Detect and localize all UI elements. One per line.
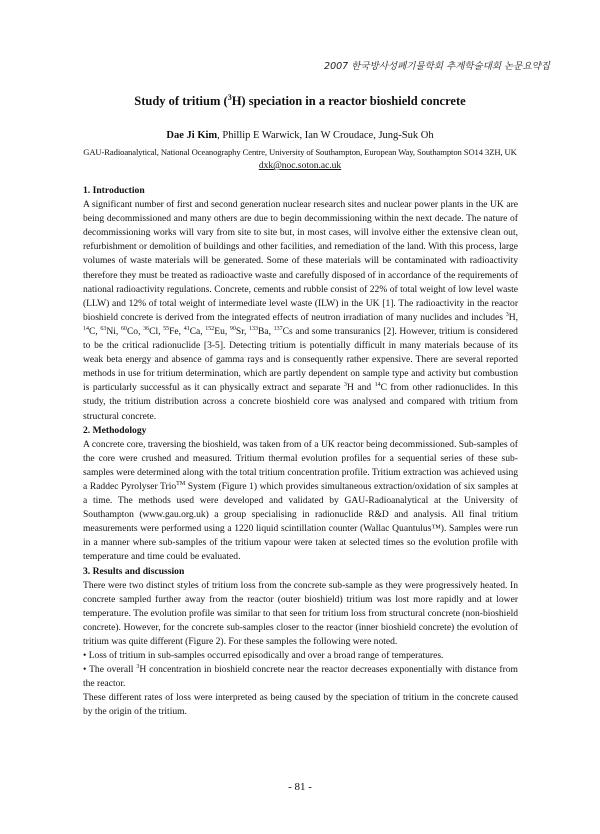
section-heading-methodology: 2. Methodology — [83, 424, 147, 436]
lead-author: Dae Ji Kim — [166, 130, 218, 141]
page-number: - 81 - — [288, 781, 312, 793]
co-authors: , Phillip E Warwick, Ian W Croudace, Jung-Suk Oh — [217, 130, 434, 141]
running-header: 2007 한국방사성폐기물학회 추계학술대회 논문요약집 — [324, 61, 550, 72]
section-heading-introduction: 1. Introduction — [83, 185, 145, 196]
paper-body — [83, 184, 518, 720]
author-email[interactable]: dxk@noc.soton.ac.uk — [258, 161, 342, 171]
results-bullet-1: • Loss of tritium in sub-samples occurred episodically and over a broad range of temperatures. — [83, 650, 444, 662]
results-paragraph: There were two distinct styles of tritium loss from the concrete sub-sample as they were progressively heated. In concrete sampled further away from the reactor (outer bioshield) tritium was lost more rapidly and at lower temperature. The evolution profile was similar to that seen for tritium loss from structural concrete (non-bioshield concrete). However, for the concrete sub-samples closer to the reactor (inner bioshield concrete) the evolution of tritium was quite different (Figure 2). For these samples the following were noted. — [83, 579, 518, 647]
affiliation: GAU-Radioanalytical, National Oceanography Centre, University of Southampton, European Way, Southampton SO14 3ZH, UK — [83, 147, 517, 157]
paper-title: Study of tritium ($^3$H) speciation in a reactor bioshield concrete — [134, 93, 466, 109]
methodology-paragraph: A concrete core, traversing the bioshield, was taken from of a UK reactor being decommissioned. Sub-samples of the core were crushed and measured. Tritium thermal evolution profiles for a sequential series of these sub-samples were determined along with the total tritium concentration profile. Tritium extraction was achieved using a Raddec Pyrolyser Trio™ System (Figure 1) which provides simultaneous extraction/oxidation of six samples at a time. The methods used were developed and validated by GAU-Radioanalytical at the University of Southampton (www.gau.org.uk) a group specialising in radionuclide R&D and analysis. All final tritium measurements were performed using a 1220 liquid scintillation counter (Wallac Quantulus™). Samples were run in a manner where sub-samples of the tritium vapour were taken at selected times so the evolution profile with temperature and time could be evaluated. — [83, 438, 519, 563]
results-paragraph-2: These different rates of loss were interpreted as being caused by the speciation of tritium in the concrete caused by the origin of the tritium. — [83, 692, 518, 718]
results-bullet-2: • The overall $^3$H concentration in bioshield concrete near the reactor decreases exponentially with distance from the reactor. — [83, 664, 518, 690]
introduction-paragraph: A significant number of first and second generation nuclear research sites and nuclear power plants in the UK are being decommissioned and many others are due to begin decommissioning within the next decade. The nature of decommissioning works will vary from site to site but, in most cases, will involve either the extensive clean out, refurbishment or demolition of buildings and other facilities, and remediation of the land. With this process, large volumes of waste materials will be generated. Some of these materials will be contaminated with radioactivity therefore they must be treated as radioactive waste and carefully disposed of in accordance of the requirements of national radioactivity regulations. Concrete, cements and rubble consist of 22% of total weight of low level waste (LLW) and 12% of total weight of intermediate level waste (ILW) in the UK [1]. The radioactivity in the reactor bioshield concrete is derived from the integrated effects of neutron irradiation of many nuclides and includes $^3$H, $^{14}$C, $^{63}$Ni, $^{60}$Co, $^{36}$Cl, $^{55}$Fe, $^{41}$Ca, $^{152}$Eu, $^{90}$Sr, $^{133}$Ba, $^{137}$Cs and some transuranics [2]. However, tritium is considered to be the critical radionuclide [3-5]. Detecting tritium is potentially difficult in many materials because of its weak beta energy and absence of gamma rays and is consequently rather expensive. There are several reported methods in use for tritium determination, which are partly dependent on sample type and activity but combustion is particularly successful as it can physically extract and separate $^3$H and $^{14}$C from other radionuclides. In this study, the tritium distribution across a concrete bioshield core was analysed and compared with tritium from structural concrete. — [83, 199, 519, 422]
author-list — [0, 130, 600, 141]
section-heading-results: 3. Results and discussion — [83, 565, 185, 577]
